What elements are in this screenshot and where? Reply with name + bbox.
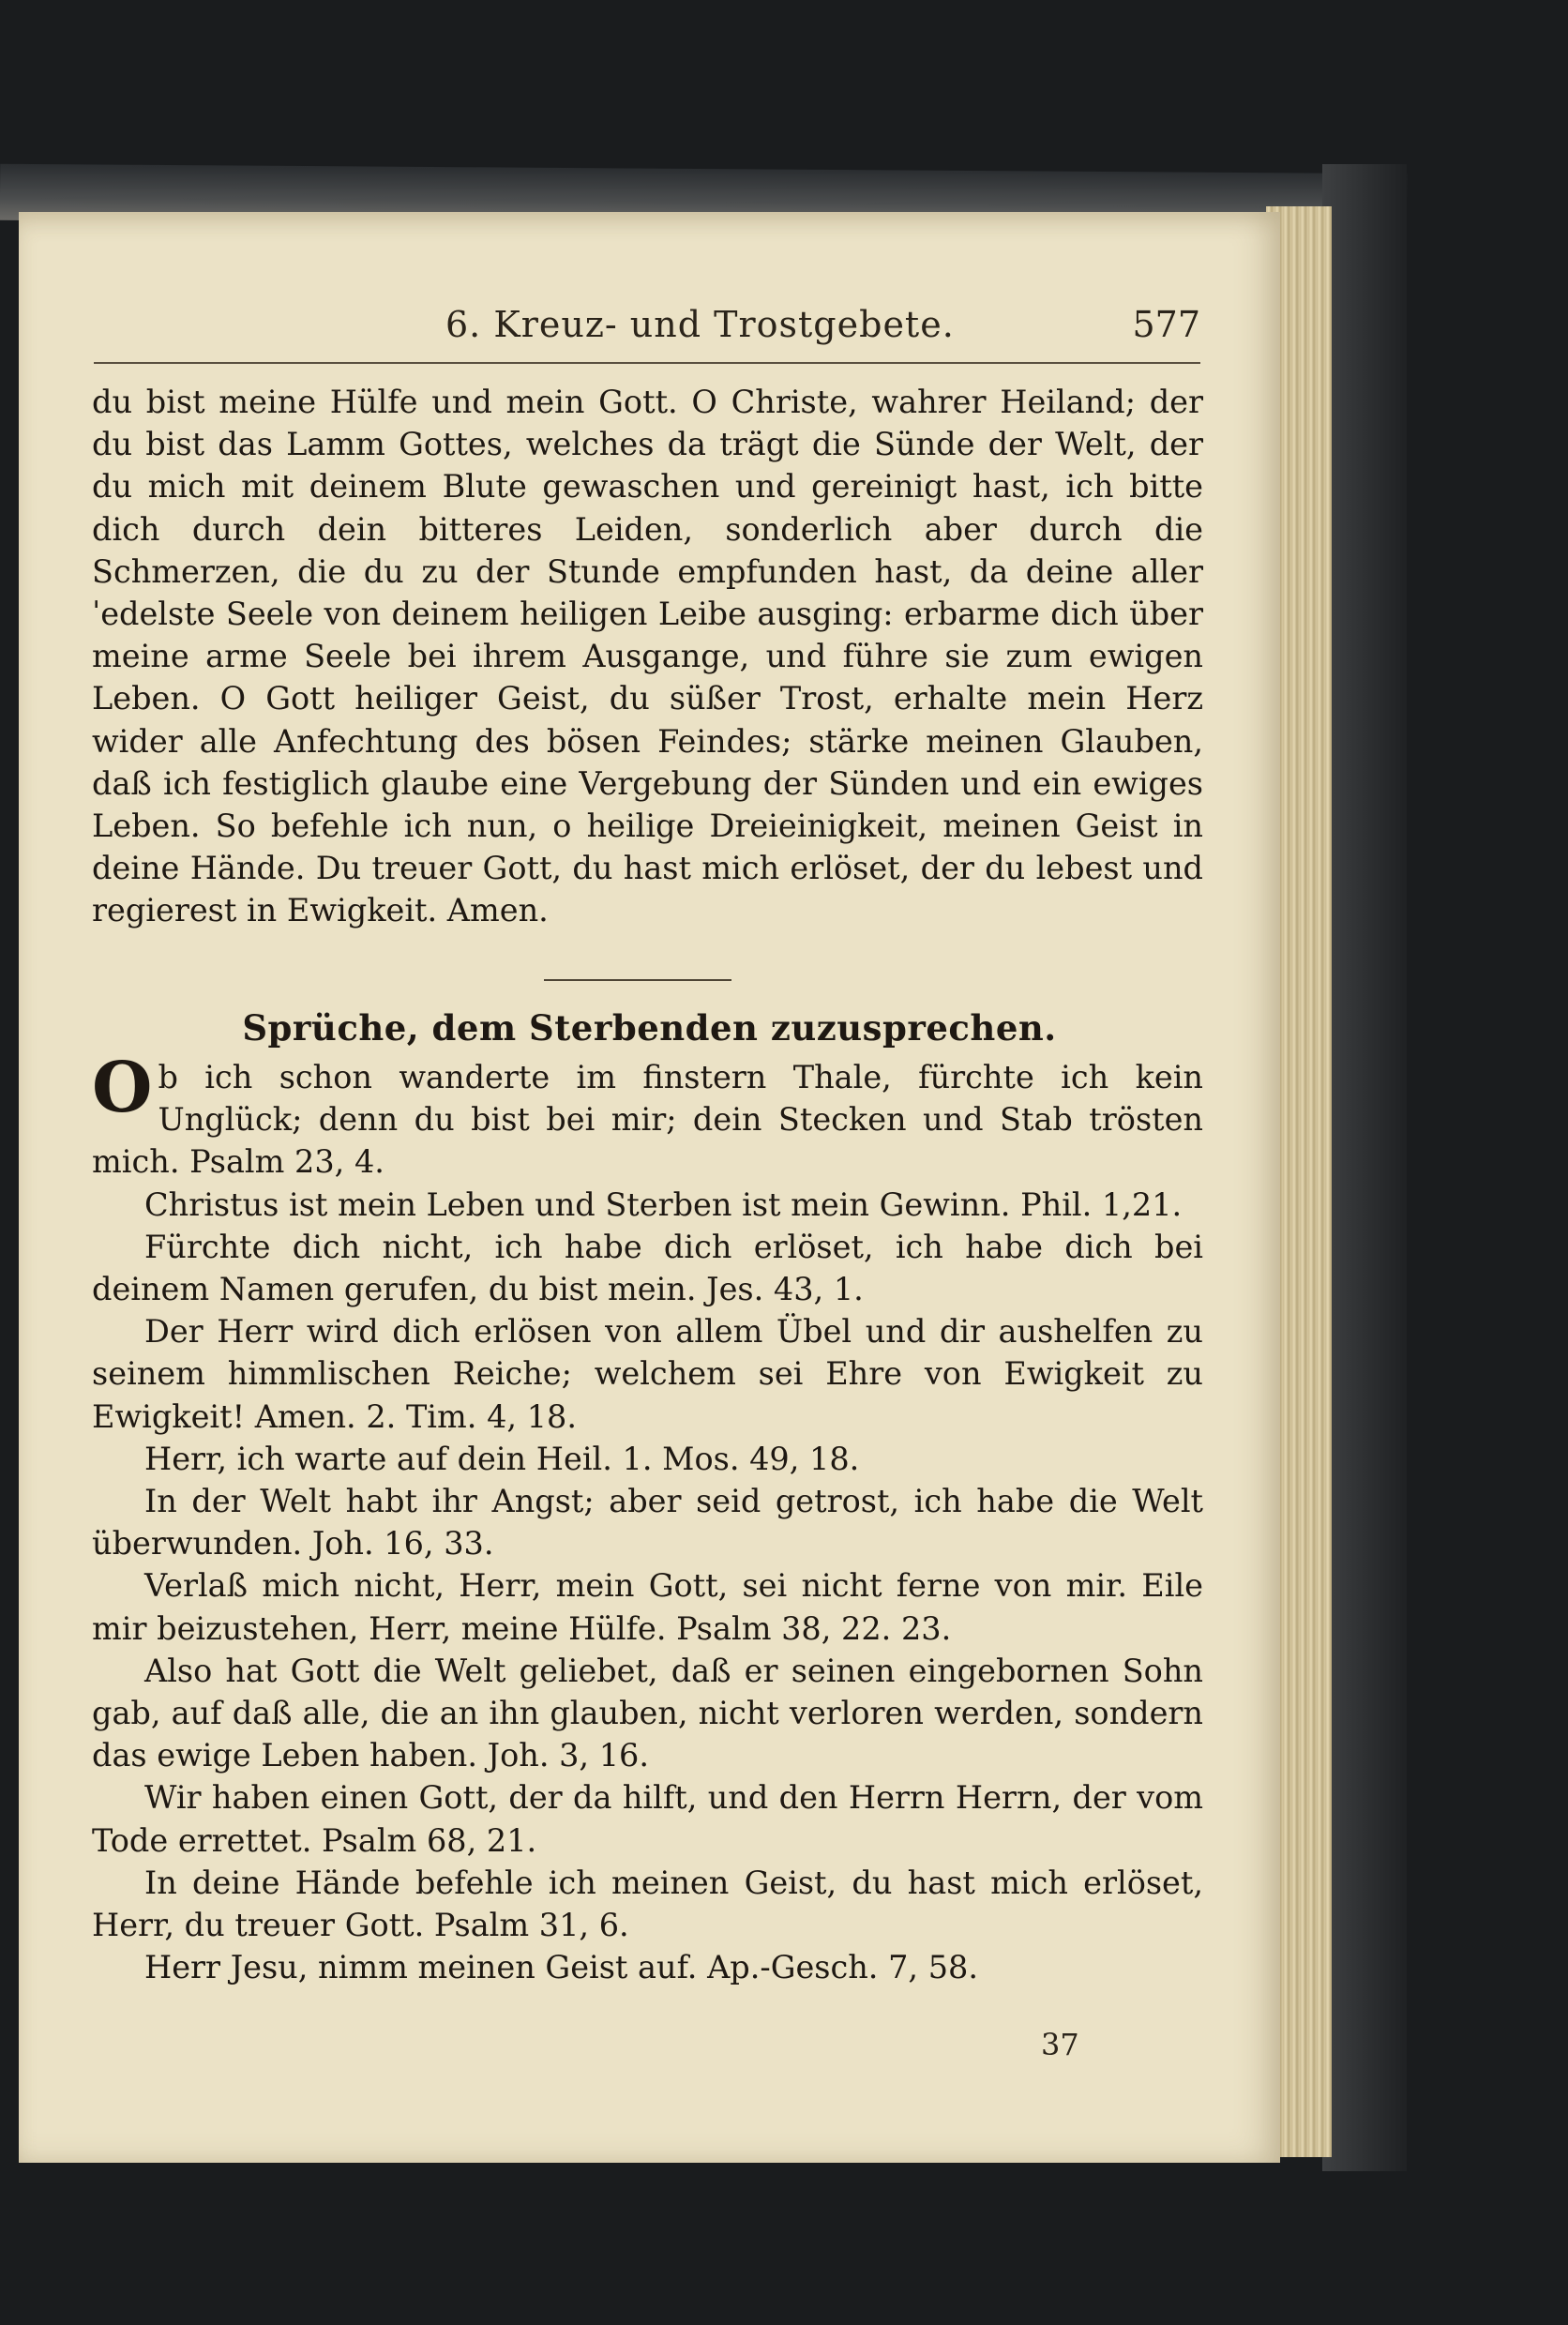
verse-list <box>92 1048 1203 1988</box>
chapter-title: 6. Kreuz- und Trostgebete. <box>445 304 955 345</box>
prayer-text: du bist meine Hülfe und mein Gott. O Christe, wahrer Heiland; der du bist das Lamm Gottes, welches da trägt die Sünde der Welt, der du mich mit deinem Blute gewaschen und gereinigt hast, ich bitte dich durch dein bitteres Leiden, sonderlich aber durch die Schmerzen, die du zu der Stunde empfunden hast, da deine allerˈedelste Seele von deinem heiligen Leibe ausging: erbarme dich über meine arme Seele bei ihrem Ausgange, und führe sie zum ewigen Leben. O Gott heiliger Geist, du süßer Trost, erhalte mein Herz wider alle Anfechtung des bösen Feindes; stärke meinen Glauben, daß ich festiglich glaube eine Vergebung der Sünden und ein ewiges Leben. So befehle ich nun, o heilige Dreieinigkeit, meinen Geist in deine Hände. Du treuer Gott, du hast mich erlöset, der du lebest und regierest in Ewigkeit. Amen. <box>92 384 1203 929</box>
page-number: 577 <box>1132 304 1200 345</box>
verse-item: Ob ich schon wanderte im finstern Thale, fürchte ich kein Unglück; denn du bist bei mir; dein Stecken und Stab trösten mich. Psalm 23, 4. <box>92 1048 1203 1181</box>
verse-item: Herr, ich warte auf dein Heil. 1. Mos. 49, 18. <box>144 1440 860 1477</box>
section-divider <box>544 979 731 981</box>
book-page <box>19 212 1280 2163</box>
verse-item: Fürchte dich nicht, ich habe dich erlöset, ich habe dich bei deinem Namen gerufen, du bist mein. Jes. 43, 1. <box>92 1228 1203 1308</box>
header-rule <box>94 362 1200 364</box>
verse-item: Christus ist mein Leben und Sterben ist mein Gewinn. Phil. 1,21. <box>144 1185 1183 1223</box>
verse-item: In der Welt habt ihr Angst; aber seid getrost, ich habe die Welt überwunden. Joh. 16, 33. <box>92 1483 1203 1563</box>
verse-item: Der Herr wird dich erlösen von allem Übel und dir aushelfen zu seinem himmlischen Reiche; welchem sei Ehre von Ewigkeit zu Ewigkeit! Amen. 2. Tim. 4, 18. <box>92 1313 1203 1435</box>
section-heading: Sprüche, dem Sterbenden zuzusprechen. <box>242 1007 1057 1049</box>
drop-cap: O <box>92 1048 153 1128</box>
book-cover-right <box>1322 164 1407 2171</box>
prayer-paragraph <box>92 381 1203 932</box>
verse-item: In deine Hände befehle ich meinen Geist, du hast mich erlöset, Herr, du treuer Gott. Psalm 31, 6. <box>92 1864 1203 1944</box>
verse-item: Also hat Gott die Welt geliebet, daß er seinen eingebornen Sohn gab, auf daß alle, die an ihn glauben, nicht verloren werden, sondern das ewige Leben haben. Joh. 3, 16. <box>92 1652 1203 1774</box>
verse-item: Herr Jesu, nimm meinen Geist auf. Ap.-Gesch. 7, 58. <box>144 1949 978 1986</box>
running-header <box>113 304 1200 360</box>
verse-item: Wir haben einen Gott, der da hilft, und den Herrn Herrn, der vom Tode errettet. Psalm 68, 21. <box>92 1779 1203 1859</box>
verse-item: Verlaß mich nicht, Herr, mein Gott, sei nicht ferne von mir. Eile mir beizustehen, Herr, meine Hülfe. Psalm 38, 22. 23. <box>92 1567 1203 1647</box>
signature-number: 37 <box>1041 2027 1079 2062</box>
